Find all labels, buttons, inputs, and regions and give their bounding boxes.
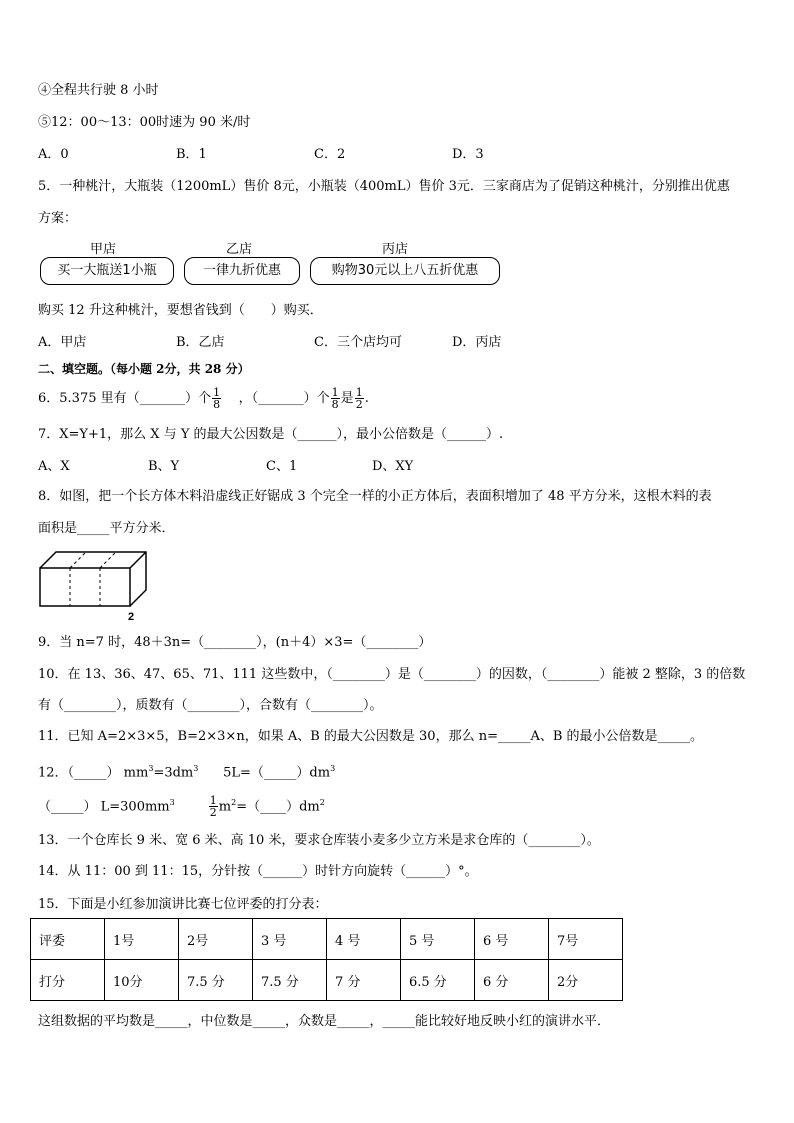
shop-name-bing: 丙店	[382, 242, 409, 257]
table-cell: 打分	[31, 960, 105, 1001]
table-cell: 6 号	[475, 919, 549, 960]
q9-text: 9．当 n=7 时，48＋3n=（________），(n＋4）×3=（________）	[38, 635, 432, 650]
q13-text: 13．一个仓库长 9 米、宽 6 米、高 10 米，要求仓库装小麦多少立方米是求仓库的（________）。	[38, 833, 600, 848]
q5-option-c[interactable]: C．三个店均可	[314, 335, 402, 350]
q5-option-d[interactable]: D．丙店	[452, 335, 502, 350]
q12-b: 5L=（_____）dm	[223, 765, 331, 781]
table-cell: 5 号	[401, 919, 475, 960]
q6-end: .	[364, 391, 369, 406]
q6-mid: ，（_______）个	[238, 391, 330, 406]
q7-option-d[interactable]: D、XY	[372, 459, 414, 474]
q6-is: 是	[340, 391, 354, 406]
q12-row1	[38, 760, 335, 782]
q12-a2-sup: 3	[193, 764, 199, 773]
q4-option-d[interactable]: D．3	[452, 147, 484, 162]
q15-question: 这组数据的平均数是_____，中位数是_____，众数是_____，_____能比较好地反映小红的演讲水平．	[38, 1014, 611, 1029]
table-cell: 6.5 分	[401, 960, 475, 1001]
q6-text	[38, 384, 369, 414]
section-heading: 二、填空题。（每小题 2分，共 28 分）	[38, 362, 250, 376]
shop-offer-jia: 买一大瓶送1小瓶	[40, 257, 174, 285]
q8-text-line1: 8．如图，把一个长方体木料沿虚线正好锯成 3 个完全一样的小正方体后，表面积增加了 48 平方分米，这根木料的表	[38, 489, 712, 504]
q4-option-a[interactable]: A．0	[38, 147, 69, 162]
table-cell: 3 号	[253, 919, 327, 960]
q15-intro: 15．下面是小红参加演讲比赛七位评委的打分表：	[38, 897, 328, 912]
table-row	[31, 919, 623, 960]
statement-5: ⑤12：00～13：00时速为 90 米/时	[38, 115, 251, 130]
frac-denominator: 8	[213, 398, 221, 411]
shop-name-yi: 乙店	[226, 242, 253, 257]
q12-d2-sup: 2	[319, 798, 325, 807]
table-cell: 1号	[105, 919, 179, 960]
q5-option-a[interactable]: A．甲店	[38, 335, 87, 350]
table-cell: 评委	[31, 919, 105, 960]
q6-fraction-3	[355, 387, 364, 410]
table-cell: 7 分	[327, 960, 401, 1001]
frac-numerator: 1	[213, 386, 221, 399]
q12-a2: =3dm	[153, 765, 194, 781]
q14-text: 14．从 11：00 到 11：15，分针按（______）时针方向旋转（______）°。	[38, 864, 478, 879]
q10-text-line1: 10．在 13、36、47、65、71、111 这些数中，（________）是（________）的因数，（________）能被 2 整除，3 的倍数	[38, 667, 746, 682]
frac-denominator: 8	[331, 398, 339, 411]
table-cell: 7.5 分	[253, 960, 327, 1001]
table-cell: 7号	[549, 919, 623, 960]
statement-4: ④全程共行驶 8 小时	[38, 83, 159, 98]
q7-option-c[interactable]: C、1	[266, 459, 298, 474]
q7-option-a[interactable]: A、X	[38, 459, 70, 474]
q6-fraction-2	[331, 387, 340, 410]
cuboid-dimension-label: 2	[128, 611, 135, 623]
shop-offer-bing: 购物30元以上八五折优惠	[310, 257, 500, 285]
q5-question: 购买 12 升这种桃汁，要想省钱到（ ）购买．	[38, 303, 323, 318]
q12-d: m	[218, 799, 232, 815]
q12-c: （_____） L=300mm	[38, 799, 170, 815]
q5-text-line1: 5．一种桃汁，大瓶装（1200mL）售价 8元，小瓶装（400mL）售价 3元．三家商店为了促销这种桃汁，分别推出优惠	[38, 179, 730, 194]
q5-text-line2: 方案：	[38, 211, 78, 226]
frac-denominator: 2	[355, 398, 363, 411]
table-cell: 7.5 分	[179, 960, 253, 1001]
q6-prefix: 6．5.375 里有（_______）个	[38, 391, 212, 406]
q12-a-sup: 3	[148, 764, 154, 773]
frac-numerator: 1	[331, 386, 339, 399]
q10-text-line2: 有（________），质数有（________），合数有（________）。	[38, 698, 383, 713]
q12-a: 12．（_____） mm	[38, 765, 149, 781]
frac-numerator: 1	[355, 386, 363, 399]
q12-d-sup: 2	[231, 798, 237, 807]
table-cell: 4 号	[327, 919, 401, 960]
q12-fraction	[209, 795, 218, 818]
q11-text: 11．已知 A=2×3×5，B=2×3×n，如果 A、B 的最大公因数是 30，那么 n=_____A、B 的最小公倍数是_____。	[38, 729, 704, 744]
frac-numerator: 1	[209, 794, 217, 808]
table-cell: 2号	[179, 919, 253, 960]
table-cell: 10分	[105, 960, 179, 1001]
score-table	[30, 918, 623, 1001]
shop-name-jia: 甲店	[90, 242, 117, 257]
q12-row2	[38, 788, 325, 822]
q7-text: 7．X=Y+1，那么 X 与 Y 的最大公因数是（______），最小公倍数是（______）.	[38, 427, 504, 442]
q8-text-line2: 面积是_____平方分米．	[38, 521, 175, 536]
table-row	[31, 960, 623, 1001]
q6-fraction-1	[212, 387, 221, 410]
q7-option-b[interactable]: B、Y	[148, 459, 180, 474]
q12-c-sup: 3	[169, 798, 175, 807]
q4-option-b[interactable]: B．1	[176, 147, 207, 162]
q12-b-sup: 3	[330, 764, 336, 773]
q4-option-c[interactable]: C．2	[314, 147, 346, 162]
table-cell: 2分	[549, 960, 623, 1001]
table-cell: 6 分	[475, 960, 549, 1001]
shop-offer-yi: 一律九折优惠	[184, 257, 300, 285]
frac-denominator: 2	[209, 806, 217, 820]
q12-d2: =（____）dm	[236, 799, 320, 815]
q5-option-b[interactable]: B．乙店	[176, 335, 225, 350]
cuboid-figure	[36, 548, 156, 624]
